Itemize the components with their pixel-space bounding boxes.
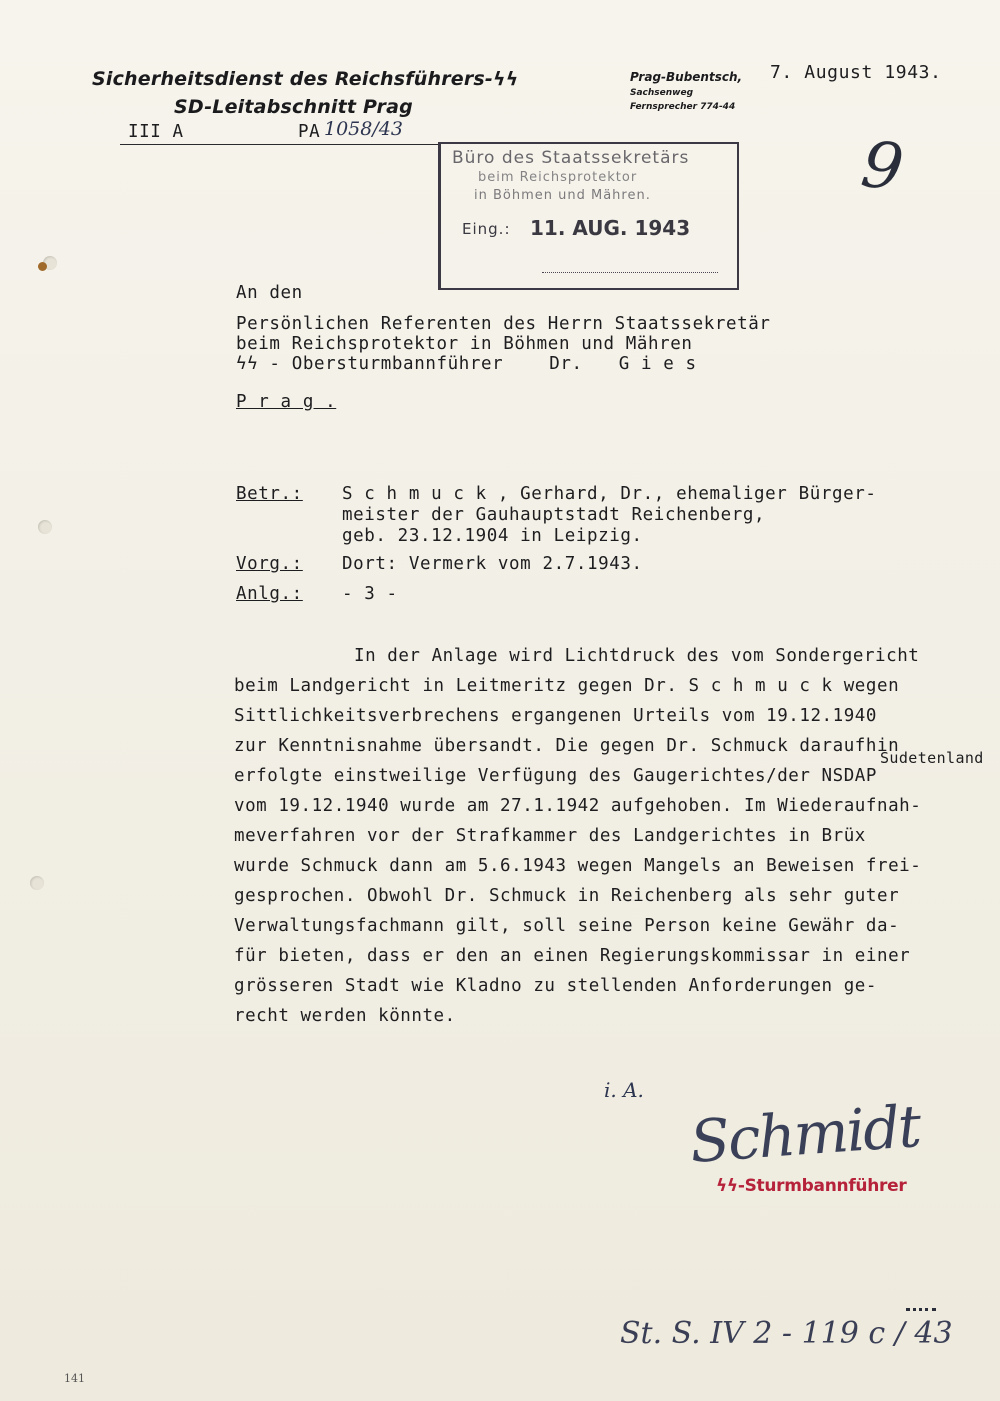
header-rule	[120, 144, 440, 145]
body-line-4: zur Kenntnisnahme übersandt. Die gegen Dr. Schmuck daraufhin	[234, 736, 900, 756]
signature-prefix: i. A.	[604, 1078, 644, 1102]
ss-runes-icon: ϟϟ	[716, 1176, 738, 1196]
punch-hole-bottom	[30, 876, 44, 890]
body-line-10: Verwaltungsfachmann gilt, soll seine Person keine Gewähr da-	[234, 916, 900, 936]
recipient-line2: Persönlichen Referenten des Herrn Staatssekretär	[236, 314, 771, 334]
phone-number: Fernsprecher 774-44	[630, 102, 736, 112]
vorg-text: Dort: Vermerk vom 2.7.1943.	[342, 554, 643, 574]
ss-runes-icon: ϟϟ	[236, 354, 259, 374]
ref-pa-number: 1058/43	[324, 118, 403, 140]
betr-label: Betr.:	[236, 484, 303, 504]
betr-line1: S c h m u c k , Gerhard, Dr., ehemaliger Bürger-	[342, 484, 877, 504]
body-line-8: wurde Schmuck dann am 5.6.1943 wegen Mangels an Beweisen frei-	[234, 856, 922, 876]
signature-name: Schmidt	[687, 1092, 922, 1176]
vorg-label: Vorg.:	[236, 554, 303, 574]
stamp-eing-label: Eing.:	[462, 220, 511, 238]
ref-pa-label: PA	[298, 122, 321, 142]
body-line-2: beim Landgericht in Leitmeritz gegen Dr. S c h m u c k wegen	[234, 676, 900, 696]
stamp-line3: in Böhmen und Mähren.	[474, 188, 651, 203]
letter-date: 7. August 1943.	[770, 62, 942, 83]
rank-stamp: ϟϟ-Sturmbannführer	[716, 1176, 907, 1196]
recipient-city: P r a g .	[236, 392, 337, 412]
body-line-7: meverfahren vor der Strafkammer des Landgerichtes in Brüx	[234, 826, 866, 846]
org-name-line1: Sicherheitsdienst des Reichsführers-ϟϟ	[92, 68, 519, 90]
body-line-13: recht werden könnte.	[234, 1006, 456, 1026]
ref-department: III A	[128, 122, 184, 142]
recipient-line3: beim Reichsprotektor in Böhmen und Mähren	[236, 334, 693, 354]
body-line-5: erfolgte einstweilige Verfügung des Gaugerichtes/der NSDAP	[234, 766, 877, 786]
ss-runes-icon: ϟϟ	[493, 68, 519, 90]
stamp-line2: beim Reichsprotektor	[478, 170, 638, 185]
anlg-label: Anlg.:	[236, 584, 303, 604]
body-line-1: In der Anlage wird Lichtdruck des vom Sondergericht	[354, 646, 920, 666]
filing-reference: St. S. IV 2 - 119 c / 43	[620, 1316, 953, 1351]
page-number: 141	[64, 1372, 85, 1385]
body-line-12: grösseren Stadt wie Kladno zu stellenden Anforderungen ge-	[234, 976, 877, 996]
org-name-line2: SD-Leitabschnitt Prag	[174, 96, 413, 118]
body-insert-word: Sudetenland	[880, 749, 984, 767]
body-line-9: gesprochen. Obwohl Dr. Schmuck in Reichenberg als sehr guter	[234, 886, 900, 906]
rust-spot	[38, 262, 47, 271]
address-street: Sachsenweg	[630, 88, 694, 98]
betr-line2: meister der Gauhauptstadt Reichenberg,	[342, 505, 766, 525]
anlg-text: - 3 -	[342, 584, 398, 604]
body-line-3: Sittlichkeitsverbrechens ergangenen Urteils vom 19.12.1940	[234, 706, 877, 726]
recipient-line4: ϟϟ - Obersturmbannführer Dr. G i e s	[236, 354, 697, 374]
filing-dots	[906, 1308, 936, 1311]
stamp-line1: Büro des Staatssekretärs	[452, 148, 690, 168]
margin-mark-number: 9	[857, 127, 908, 207]
stamp-eing-date: 11. AUG. 1943	[530, 216, 691, 240]
punch-hole-middle	[38, 520, 52, 534]
body-line-6: vom 19.12.1940 wurde am 27.1.1942 aufgehoben. Im Wiederaufnah-	[234, 796, 922, 816]
body-line-11: für bieten, dass er den an einen Regierungskommissar in einer	[234, 946, 911, 966]
address-city: Prag-Bubentsch,	[630, 70, 743, 84]
betr-line3: geb. 23.12.1904 in Leipzig.	[342, 526, 643, 546]
recipient-salutation: An den	[236, 283, 303, 303]
stamp-dotted-line	[542, 272, 718, 273]
